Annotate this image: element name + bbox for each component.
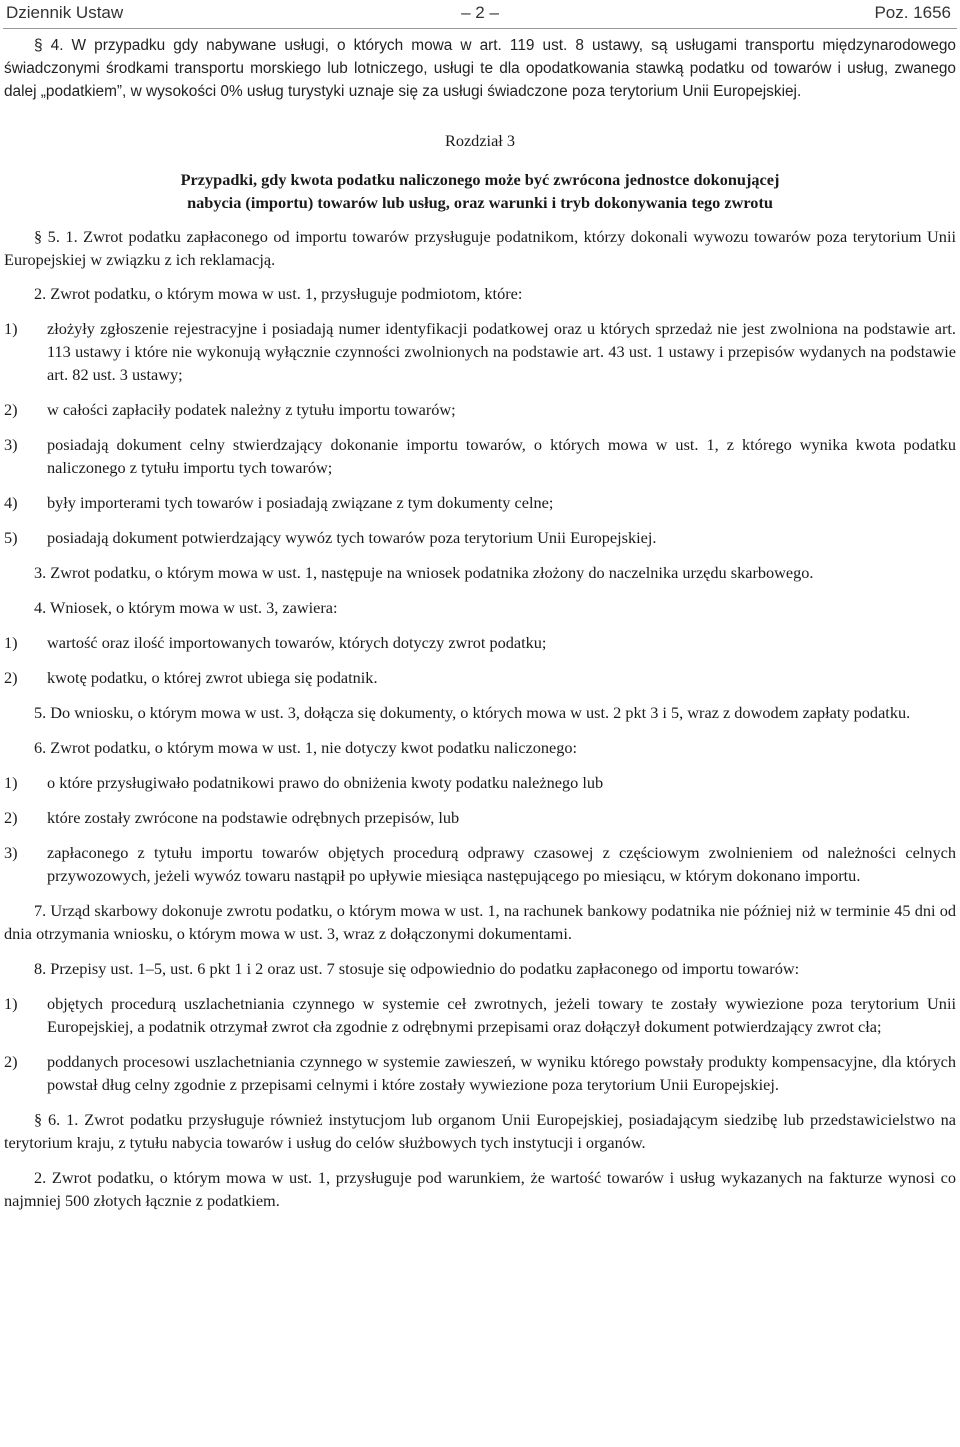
- list-number: 5): [4, 528, 18, 547]
- list-text: które zostały zwrócone na podstawie odrębnych przepisów, lub: [47, 808, 460, 827]
- s5-p4-item-1: [4, 631, 956, 654]
- s5-p2-item-1: [4, 317, 956, 386]
- list-number: 2): [4, 400, 18, 419]
- s5-paragraph-5: 5. Do wniosku, o którym mowa w ust. 3, dołącza się dokumenty, o których mowa w ust. 2 pkt 3 i 5, wraz z dowodem zapłaty podatku.: [34, 703, 911, 722]
- list-text: o które przysługiwało podatnikowi prawo do obniżenia kwoty podatku należnego lub: [47, 773, 604, 792]
- paragraph-4: § 4. W przypadku gdy nabywane usługi, o których mowa w art. 119 ust. 8 ustawy, są usługami transportu międzynarodowego świadczonymi środkami transportu morskiego lub lotniczego, usługi te dla opodatkowania stawką podatku od towarów i usług, zwanego dalej „podatkiem”, w wysokości 0% usług turystyki uznaje się za usługi świadczone poza terytorium Unii Europejskiej.: [4, 37, 956, 100]
- s5-paragraph-8: 8. Przepisy ust. 1–5, ust. 6 pkt 1 i 2 oraz ust. 7 stosuje się odpowiednio do podatku zapłaconego od importu towarów:: [34, 959, 800, 978]
- list-text: zapłaconego z tytułu importu towarów objętych procedurą odprawy czasowej z częściowym zwolnieniem od należności celnych przywozowych, jeżeli wywóz towaru nastąpił po upływie miesiąca następującego po miesiącu, w którym dokonano importu.: [47, 843, 956, 885]
- list-text: posiadają dokument celny stwierdzający dokonanie importu towarów, o których mowa w ust. 1, z którego wynika kwota podatku naliczonego z tytułu importu tych towarów;: [47, 435, 956, 477]
- list-number: 2): [4, 668, 18, 687]
- document-body: [4, 34, 956, 1212]
- list-text: poddanych procesowi uszlachetniania czynnego w systemie zawieszeń, w wyniku którego powstały produkty kompensacyjne, dla których powstał dług celny zgodnie z przepisami celnymi i które zostały wywiezione poza terytorium Unii Europejskiej.: [47, 1052, 956, 1094]
- list-text: były importerami tych towarów i posiadają związane z tym dokumenty celne;: [47, 493, 554, 512]
- s5-p8-item-2: [4, 1050, 956, 1096]
- page-header: [3, 0, 957, 26]
- s5-paragraph-2: 2. Zwrot podatku, o którym mowa w ust. 1, przysługuje podmiotom, które:: [34, 284, 523, 303]
- publication-name: Dziennik Ustaw: [6, 3, 124, 22]
- list-number: 1): [4, 773, 18, 792]
- s6-paragraph-1: § 6. 1. Zwrot podatku przysługuje również instytucjom lub organom Unii Europejskiej, posiadającym siedzibę lub przedstawicielstwo na terytorium kraju, z tytułu nabycia towarów i usług do celów służbowych tych instytucji i organów.: [4, 1110, 956, 1152]
- list-number: 1): [4, 319, 18, 338]
- list-number: 2): [4, 1052, 18, 1071]
- s5-paragraph-3: 3. Zwrot podatku, o którym mowa w ust. 1, następuje na wniosek podatnika złożony do naczelnika urzędu skarbowego.: [34, 563, 814, 582]
- s5-p6-item-1: [4, 771, 956, 794]
- list-number: 1): [4, 994, 18, 1013]
- list-text: wartość oraz ilość importowanych towarów, których dotyczy zwrot podatku;: [47, 633, 547, 652]
- chapter-title-line-2: nabycia (importu) towarów lub usług, oraz warunki i tryb dokonywania tego zwrotu: [187, 193, 773, 212]
- list-number: 3): [4, 435, 18, 454]
- list-number: 1): [4, 633, 18, 652]
- s5-p8-item-1: [4, 992, 956, 1038]
- list-text: złożyły zgłoszenie rejestracyjne i posiadają numer identyfikacji podatkowej oraz u których sprzedaż nie jest zwolniona na podstawie art. 113 ustawy i które nie wykonują wyłącznie czynności zwolnionych na podstawie art. 43 ust. 1 ustawy i przepisów wydanych na podstawie art. 82 ust. 3 ustawy;: [47, 319, 956, 384]
- list-text: kwotę podatku, o której zwrot ubiega się podatnik.: [47, 668, 378, 687]
- list-text: w całości zapłaciły podatek należny z tytułu importu towarów;: [47, 400, 456, 419]
- s5-p2-item-2: [4, 398, 956, 421]
- s6-paragraph-2: 2. Zwrot podatku, o którym mowa w ust. 1, przysługuje pod warunkiem, że wartość towarów i usług wykazanych na fakturze wynosi co najmniej 500 złotych łącznie z podatkiem.: [4, 1168, 956, 1210]
- s5-paragraph-7: 7. Urząd skarbowy dokonuje zwrotu podatku, o którym mowa w ust. 1, na rachunek bankowy podatnika nie później niż w terminie 45 dni od dnia otrzymania wniosku, o którym mowa w ust. 3, wraz z dołączonymi dokumentami.: [4, 901, 956, 943]
- chapter-title: [4, 168, 956, 214]
- list-number: 2): [4, 808, 18, 827]
- s5-p6-item-3: [4, 841, 956, 887]
- s5-paragraph-6: 6. Zwrot podatku, o którym mowa w ust. 1, nie dotyczy kwot podatku naliczonego:: [34, 738, 578, 757]
- s5-p2-item-5: [4, 526, 956, 549]
- list-number: 3): [4, 843, 18, 862]
- list-text: posiadają dokument potwierdzający wywóz tych towarów poza terytorium Unii Europejskiej.: [47, 528, 657, 547]
- s5-paragraph-4: 4. Wniosek, o którym mowa w ust. 3, zawiera:: [34, 598, 338, 617]
- list-text: objętych procedurą uszlachetniania czynnego w systemie ceł zwrotnych, jeżeli towary te zostały wywiezione poza terytorium Unii Europejskiej, a podatnik otrzymał zwrot cła zgodnie z odrębnymi przepisami oraz dołączył dokument potwierdzający zwrot cła;: [47, 994, 956, 1036]
- page-number: – 2 –: [461, 3, 499, 22]
- list-number: 4): [4, 493, 18, 512]
- s5-p2-item-3: [4, 433, 956, 479]
- s5-p2-item-4: [4, 491, 956, 514]
- s5-p6-item-2: [4, 806, 956, 829]
- chapter-label: Rozdział 3: [444, 131, 516, 150]
- position-number: Poz. 1656: [874, 3, 951, 22]
- s5-paragraph-1: § 5. 1. Zwrot podatku zapłaconego od importu towarów przysługuje podatnikom, którzy dokonali wywozu towarów poza terytorium Unii Europejskiej w związku z ich reklamacją.: [4, 227, 956, 269]
- s5-p4-item-2: [4, 666, 956, 689]
- header-rule: [3, 28, 957, 29]
- chapter-title-line-1: Przypadki, gdy kwota podatku naliczonego może być zwrócona jednostce dokonującej: [180, 170, 780, 189]
